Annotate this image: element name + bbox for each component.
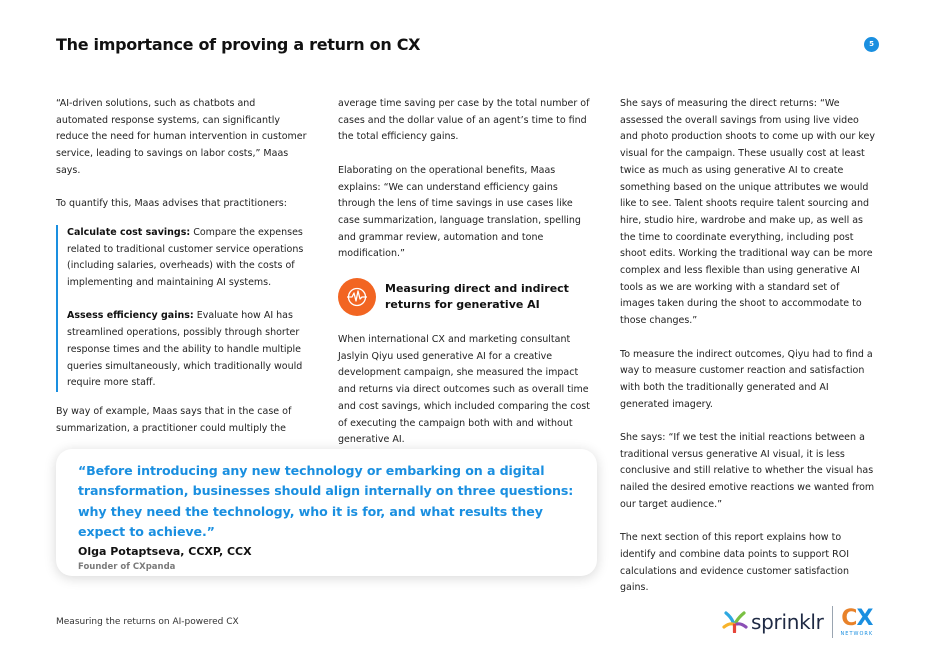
- paragraph: To quantify this, Maas advises that practitioners:: [56, 198, 287, 210]
- callout-block: [56, 225, 308, 392]
- page-number-badge: 5: [864, 37, 879, 52]
- callout-heading: Calculate cost savings:: [67, 226, 191, 238]
- column-3: [620, 96, 876, 597]
- paragraph: Elaborating on the operational benefits, Maas explains: “We can understand efficiency gains through the lens of time savings in use cases like case summarization, language translation, spelling and grammar review, automation and tone modification.”: [338, 164, 581, 260]
- column-2: [338, 96, 596, 449]
- callout-item-cost-savings: [67, 225, 308, 292]
- quote-author: Olga Potaptseva, CCXP, CCX: [78, 545, 252, 559]
- paragraph: The next section of this report explains how to identify and combine data points to support ROI calculations and evidence customer satisfaction gains.: [620, 532, 850, 594]
- paragraph: To measure the indirect outcomes, Qiyu had to find a way to measure customer reaction and satisfaction with both the traditionally generated and AI generated imagery.: [620, 348, 873, 410]
- paragraph: average time saving per case by the total number of cases and the dollar value of an agent’s time to find the total efficiency gains.: [338, 98, 590, 143]
- section-subheading: [338, 278, 596, 316]
- callout-text: Evaluate how AI has streamlined operations, possibly through shorter response times and the ability to handle multiple queries simultaneously, which traditionally would require more staff.: [67, 310, 303, 389]
- callout-text: Compare the expenses related to traditional customer service operations (including salaries, overheads) with the costs of implementing and maintaining AI systems.: [67, 226, 304, 289]
- heartbeat-analytics-icon: [338, 278, 376, 316]
- paragraph: She says of measuring the direct returns: “We assessed the overall savings from using live video and photo production shoots to come up with our key visual for the campaign. These usually cost at least twice as much as using generative AI to create something based on the unique attributes we would like to see. Talent shoots require talent sourcing and hire, studio hire, wardrobe and make up, as well as the time to coordinate everything, including post shoot edits. Working the traditional way can be more complex and less flexible than using generative AI tools as we are working with a standard set of images taken during the shoot to accommodate to those changes.”: [620, 98, 875, 327]
- sprinklr-mark-icon: [722, 611, 748, 633]
- logo-divider: [832, 606, 833, 638]
- quote-text: “Before introducing any new technology or embarking on a digital transformation, businesses should align internally on three questions: why they need the technology, who it is for, and what results they expect to achieve.”: [78, 463, 574, 539]
- sprinklr-wordmark: sprinklr: [751, 610, 824, 634]
- paragraph: By way of example, Maas says that in the case of summarization, a practitioner could multiply the: [56, 405, 292, 434]
- callout-heading: Assess efficiency gains:: [67, 310, 194, 322]
- callout-item-efficiency-gains: [67, 308, 308, 392]
- paragraph: “AI-driven solutions, such as chatbots and automated response systems, can significantly reduce the need for human intervention in customer service, leading to savings on labor costs,” Maas says.: [56, 98, 307, 176]
- column-1: [56, 96, 308, 437]
- quote-author-role: Founder of CXpanda: [78, 562, 176, 573]
- cx-mark: CX: [841, 605, 873, 631]
- subheading-text: Measuring direct and indirect returns for generative AI: [385, 282, 569, 312]
- footer-logos: [722, 605, 882, 639]
- page-title: The importance of proving a return on CX: [56, 35, 421, 54]
- cx-network-label: NETWORK: [840, 630, 874, 637]
- paragraph: She says: “If we test the initial reactions between a traditional versus generative AI visual, it is less conclusive and still relative to whether the visual has nailed the desired emotive reactions we wanted from our target audience.”: [620, 432, 875, 510]
- pull-quote-card: [56, 449, 597, 576]
- paragraph: When international CX and marketing consultant Jaslyin Qiyu used generative AI for a creative development campaign, she measured the impact and returns via direct outcomes such as overall time and cost savings, which included comparing the cost of executing the campaign both with and without generative AI.: [338, 334, 590, 446]
- sprinklr-logo: [722, 610, 824, 634]
- cx-network-logo: [840, 605, 874, 637]
- footer-text: Measuring the returns on AI-powered CX: [56, 617, 239, 627]
